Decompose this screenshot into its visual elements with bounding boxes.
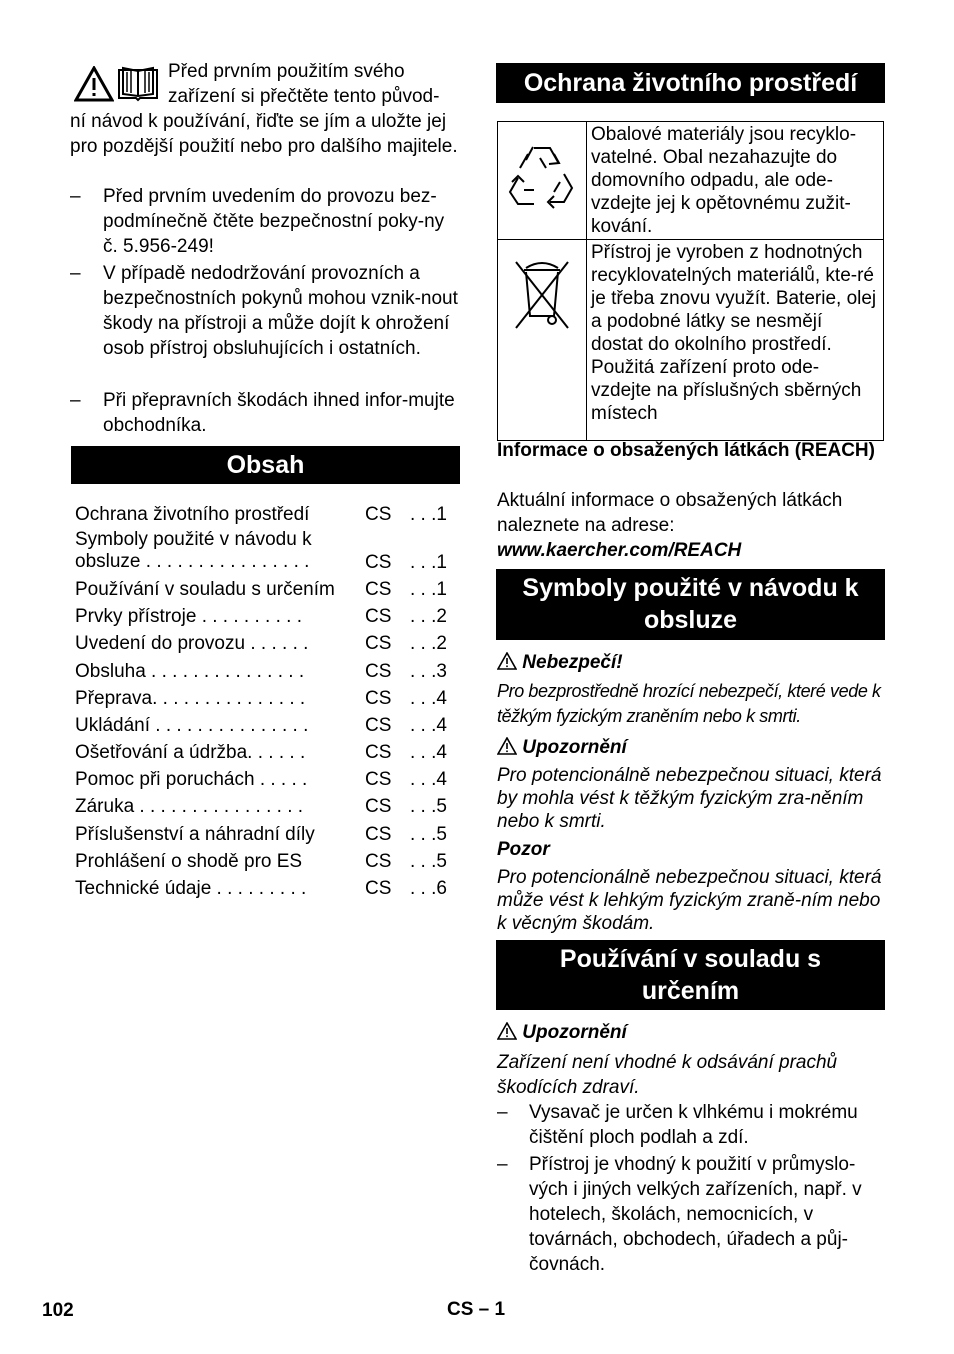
recycling-icon: [504, 202, 580, 223]
intended-use-heading-line-2: určením: [641, 977, 740, 1005]
toc-page: . . .5: [410, 824, 447, 845]
toc-title: Technické údaje . . . . . . . . .: [75, 878, 307, 899]
intro-line-1: Před prvním použitím svého: [168, 61, 405, 82]
env-text-cell: Obalové materiály jsou recyklo-vatelné. Obal nezahazujte do domovního odpadu, ale ode-vzdejte jej k opětovnému zužit-kování.: [587, 122, 884, 240]
toc-title: Ukládání . . . . . . . . . . . . . . .: [75, 715, 309, 736]
toc-entry[interactable]: [75, 658, 455, 685]
toc-title: Prohlášení o shodě pro ES: [75, 851, 303, 872]
use-warning-label: [497, 1020, 627, 1047]
toc-lang: CS: [365, 661, 392, 682]
toc-entry[interactable]: [75, 793, 455, 820]
toc-title: Prvky přístroje . . . . . . . . . .: [75, 606, 302, 627]
warning-triangle-icon: [497, 1022, 517, 1047]
toc-entry[interactable]: [75, 501, 455, 528]
toc-lang: CS: [365, 579, 392, 600]
manual-book-icon: [117, 66, 159, 107]
toc-lang: CS: [365, 606, 392, 627]
symbols-heading: [496, 569, 885, 640]
toc-title: Obsluha . . . . . . . . . . . . . . .: [75, 661, 305, 682]
toc-page: . . .3: [410, 661, 447, 682]
contents-heading: Obsah: [71, 446, 460, 484]
toc-entry[interactable]: [75, 630, 455, 657]
warning-label-text: Upozornění: [522, 737, 627, 758]
bullet-1: Před prvním uvedením do provozu bez-podmínečně čtěte bezpečnostní poky-ny č. 5.956-249!: [103, 186, 445, 257]
crossed-out-bin-icon: [512, 318, 572, 339]
toc-title: Příslušenství a náhradní díly: [75, 824, 315, 845]
toc-entry[interactable]: [75, 848, 455, 875]
environment-row: [498, 240, 884, 441]
intended-use-heading: [496, 940, 885, 1010]
bullet-3: Při přepravních škodách ihned infor-mujte obchodníka.: [103, 390, 455, 436]
toc-page: . . .2: [410, 633, 447, 654]
toc-page: . . .4: [410, 742, 447, 763]
toc-entry[interactable]: [75, 821, 455, 848]
env-text-cell: Přístroj je vyroben z hodnotných recyklovatelných materiálů, kte-ré je třeba znovu využít. Baterie, olej a podobné látky se nesmějí dostat do okolního prostředí. Použitá zařízení proto ode-vzdejte na příslušných sběrných místech: [587, 240, 884, 441]
bullet-2: V případě nedodržování provozních a bezpečnostních pokynů mohou vznik-nout škody na přístroji a může dojít k ohrožení osob přístroj obsluhujících i ostatních.: [103, 263, 458, 359]
bullet-dash: –: [70, 390, 81, 411]
reach-url[interactable]: www.kaercher.com/REACH: [497, 540, 742, 561]
toc-title: Záruka . . . . . . . . . . . . . . . .: [75, 796, 304, 817]
symbols-heading-line-2: obsluze: [643, 606, 738, 634]
toc-page: . . .4: [410, 769, 447, 790]
toc-lang: CS: [365, 742, 392, 763]
toc-lang: CS: [365, 688, 392, 709]
toc-title-cont: obsluze . . . . . . . . . . . . . . . .: [75, 551, 310, 572]
danger-label-text: Nebezpečí!: [522, 652, 623, 673]
toc-page: . . .4: [410, 688, 447, 709]
toc-lang: CS: [365, 504, 392, 525]
symbols-heading-line-1: Symboly použité v návodu k: [522, 574, 859, 602]
toc-entry[interactable]: [75, 576, 455, 603]
toc-title: Ochrana životního prostředí: [75, 504, 310, 525]
reach-heading: Informace o obsažených látkách (REACH): [497, 440, 875, 461]
bullet-dash: –: [497, 1102, 508, 1123]
toc-page: . . .5: [410, 796, 447, 817]
use-warning-text: Zařízení není vhodné k odsávání prachů škodících zdraví.: [497, 1052, 838, 1098]
intro-rest: ní návod k používání, řiďte se jím a uložte jej pro pozdější použití nebo pro dalšího majitele.: [70, 111, 458, 157]
toc-lang: CS: [365, 633, 392, 654]
toc-entry[interactable]: [75, 603, 455, 630]
use-warning-label-text: Upozornění: [522, 1022, 627, 1043]
bullet-dash: –: [70, 186, 81, 207]
caution-label: Pozor: [497, 839, 550, 860]
environment-heading: Ochrana životního prostředí: [496, 63, 885, 103]
toc-page: . . .1: [410, 579, 447, 600]
reach-text: Aktuální informace o obsažených látkách naleznete na adrese:: [497, 490, 843, 536]
toc-lang: CS: [365, 878, 392, 899]
toc-entry[interactable]: [75, 712, 455, 739]
environment-table: [497, 121, 884, 441]
warning-triangle-icon: [497, 652, 517, 677]
toc-page: . . .4: [410, 715, 447, 736]
toc-entry[interactable]: [75, 875, 455, 902]
toc-page: . . .1: [410, 504, 447, 525]
toc-page: . . .6: [410, 878, 447, 899]
bullet-dash: –: [497, 1154, 508, 1175]
use-bullet-2: Přístroj je vhodný k použití v průmyslo-vých i jiných velkých zařízeních, např. v hotelech, školách, nemocnicích, v továrnách, obchodech, úřadech a půj-čovnách.: [529, 1154, 862, 1275]
warning-triangle-icon: [497, 737, 517, 762]
toc-title: Uvedení do provozu . . . . . .: [75, 633, 309, 654]
page-code: CS – 1: [447, 1299, 506, 1320]
toc-entry[interactable]: [75, 685, 455, 712]
toc-entry[interactable]: [75, 739, 455, 766]
warning-text: Pro potencionálně nebezpečnou situaci, která by mohla vést k těžkým fyzickým zra-něním nebo k smrti.: [497, 765, 882, 832]
bullet-dash: –: [70, 263, 81, 284]
page-number: 102: [42, 1300, 74, 1321]
danger-label: [497, 650, 623, 677]
toc-lang: CS: [365, 851, 392, 872]
toc-lang: CS: [365, 769, 392, 790]
toc-title: Symboly použité v návodu k: [75, 529, 312, 550]
toc-page: . . .1: [410, 552, 447, 573]
use-bullet-1: Vysavač je určen k vlhkému i mokrému čištění ploch podlah a zdí.: [529, 1102, 858, 1148]
toc-title: Pomoc při poruchách . . . . .: [75, 769, 308, 790]
toc-entry[interactable]: [75, 766, 455, 793]
toc-lang: CS: [365, 824, 392, 845]
toc-entry[interactable]: [75, 528, 455, 576]
warning-triangle-icon: [74, 66, 114, 107]
environment-row: [498, 122, 884, 240]
toc-lang: CS: [365, 552, 392, 573]
danger-text: Pro bezprostředně hrozící nebezpečí, které vede k těžkým fyzickým zraněním nebo k smrti.: [497, 681, 881, 726]
toc-page: . . .5: [410, 851, 447, 872]
toc-title: Ošetřování a údržba. . . . . .: [75, 742, 306, 763]
toc-lang: CS: [365, 715, 392, 736]
icon-cell: [498, 240, 587, 441]
icon-cell: [498, 122, 587, 240]
toc-lang: CS: [365, 796, 392, 817]
warning-label: [497, 735, 627, 762]
toc-title: Přeprava. . . . . . . . . . . . . . .: [75, 688, 306, 709]
toc-title: Používání v souladu s určením: [75, 579, 335, 600]
intended-use-heading-line-1: Používání v souladu s: [559, 945, 822, 973]
intro-line-2: zařízení si přečtěte tento původ-: [168, 86, 440, 107]
caution-text: Pro potencionálně nebezpečnou situaci, která může vést k lehkým fyzickým zraně-ním nebo k věcným škodám.: [497, 867, 882, 934]
toc-page: . . .2: [410, 606, 447, 627]
